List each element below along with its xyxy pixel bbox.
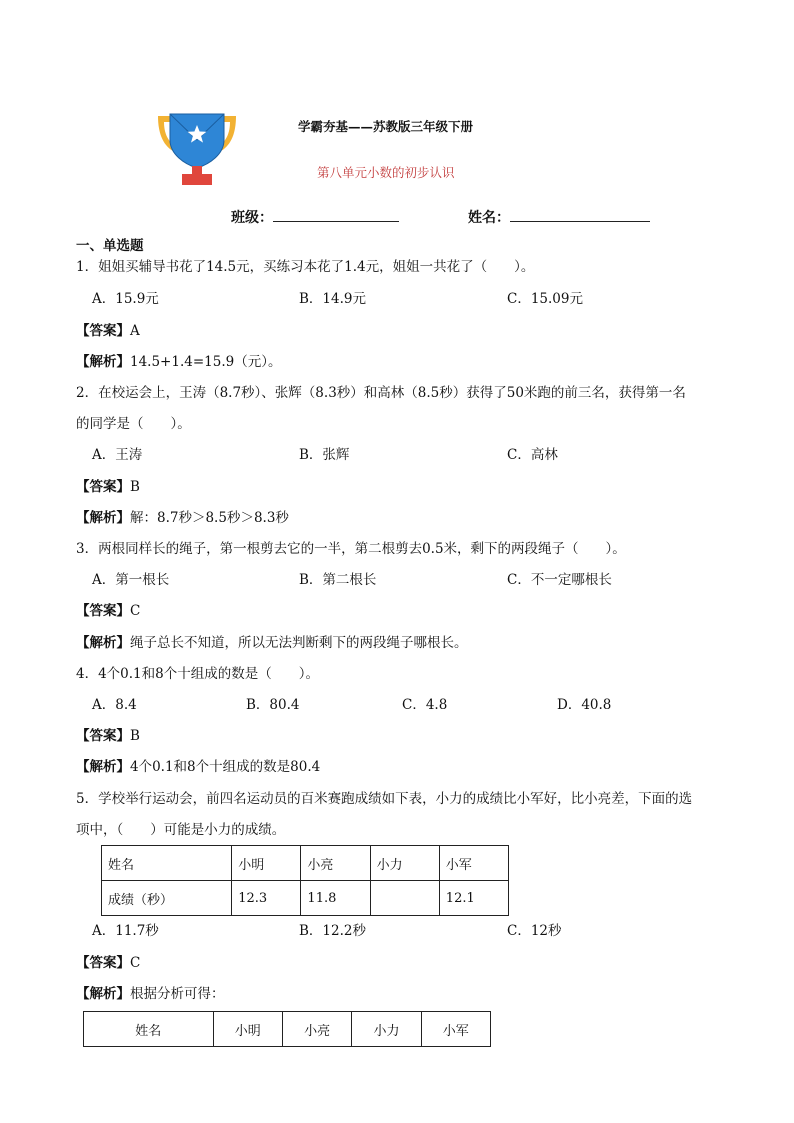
trophy-icon	[152, 110, 242, 188]
answer-value: A	[130, 323, 140, 339]
analysis-tag: 【解析】	[76, 986, 130, 1002]
analysis-text: 14.5+1.4=15.9（元）。	[130, 354, 282, 370]
question-2-option-a: A．王涛	[92, 447, 143, 463]
question-3-option-c: C．不一定哪根长	[507, 572, 612, 588]
table-cell: 小亮	[282, 1012, 351, 1047]
question-2-analysis	[76, 509, 289, 527]
question-5-option-b: B．12.2秒	[299, 923, 366, 939]
question-2-option-c: C．高林	[507, 447, 558, 463]
question-5-analysis	[76, 985, 225, 1003]
class-field	[231, 207, 399, 227]
question-1-option-a: A．15.9元	[92, 291, 159, 307]
name-field	[468, 207, 650, 227]
analysis-text: 绳子总长不知道，所以无法判断剩下的两段绳子哪根长。	[130, 635, 468, 651]
question-1-option-b: B．14.9元	[299, 291, 366, 307]
question-2-stem-line-1: 2．在校运会上，王涛（8.7秒）、张辉（8.3秒）和高林（8.5秒）获得了50米跑的前三名，获得第一名	[76, 385, 686, 401]
results-table	[101, 845, 509, 916]
question-2-stem-line-2: 的同学是（ ）。	[76, 416, 191, 432]
class-blank[interactable]	[273, 207, 399, 222]
answer-tag: 【答案】	[76, 603, 130, 619]
analysis-tag: 【解析】	[76, 510, 130, 526]
analysis-text: 根据分析可得：	[130, 986, 225, 1002]
table-cell: 11.8	[301, 881, 370, 916]
table-cell: 小力	[352, 1012, 421, 1047]
analysis-text: 4个0.1和8个十组成的数是80.4	[130, 759, 321, 775]
answer-tag: 【答案】	[76, 955, 130, 971]
question-4-option-a: A．8.4	[92, 697, 137, 713]
question-4-option-b: B．80.4	[246, 697, 300, 713]
page-title: 学霸夯基——苏教版三年级下册	[298, 119, 474, 134]
question-3-option-b: B．第二根长	[299, 572, 377, 588]
answer-value: C	[130, 603, 141, 619]
analysis-table	[83, 1011, 491, 1047]
question-1-answer	[76, 322, 140, 340]
answer-tag: 【答案】	[76, 323, 130, 339]
analysis-tag: 【解析】	[76, 759, 130, 775]
question-1-analysis	[76, 353, 281, 371]
table-cell: 成绩（秒）	[102, 881, 232, 916]
analysis-tag: 【解析】	[76, 354, 130, 370]
section-title: 一、单选题	[76, 238, 144, 254]
table-cell: 小军	[439, 846, 508, 881]
table-cell: 小力	[370, 846, 439, 881]
question-4-analysis	[76, 758, 320, 776]
answer-tag: 【答案】	[76, 728, 130, 744]
answer-tag: 【答案】	[76, 479, 130, 495]
table-cell: 姓名	[102, 846, 232, 881]
question-5-answer	[76, 954, 140, 972]
analysis-text: 解：8.7秒＞8.5秒＞8.3秒	[130, 510, 289, 526]
question-1-option-c: C．15.09元	[507, 291, 583, 307]
name-blank[interactable]	[510, 207, 650, 222]
question-1-stem: 1．姐姐买辅导书花了14.5元，买练习本花了1.4元，姐姐一共花了（ ）。	[76, 259, 535, 275]
question-4-answer	[76, 727, 140, 745]
question-3-option-a: A．第一根长	[92, 572, 170, 588]
question-4-option-c: C．4.8	[402, 697, 448, 713]
class-label: 班级：	[231, 210, 273, 226]
question-3-analysis	[76, 634, 468, 652]
answer-value: B	[130, 728, 140, 744]
question-3-answer	[76, 602, 140, 620]
question-5-stem-line-1: 5．学校举行运动会，前四名运动员的百米赛跑成绩如下表，小力的成绩比小军好，比小亮差，下面的选	[76, 791, 693, 807]
table-cell: 小明	[213, 1012, 282, 1047]
table-cell: 小明	[232, 846, 301, 881]
page-subtitle: 第八单元小数的初步认识	[317, 165, 455, 180]
table-cell: 姓名	[84, 1012, 214, 1047]
table-row	[84, 1012, 491, 1047]
name-label: 姓名：	[468, 210, 510, 226]
table-row	[102, 846, 509, 881]
question-5-option-c: C．12秒	[507, 923, 562, 939]
table-cell: 小军	[421, 1012, 490, 1047]
table-row	[102, 881, 509, 916]
question-5-stem-line-2: 项中，（ ）可能是小力的成绩。	[76, 822, 286, 838]
answer-value: C	[130, 955, 141, 971]
question-4-stem: 4．4个0.1和8个十组成的数是（ ）。	[76, 666, 319, 682]
table-cell: 小亮	[301, 846, 370, 881]
table-cell: 12.3	[232, 881, 301, 916]
question-2-answer	[76, 478, 140, 496]
question-3-stem: 3．两根同样长的绳子，第一根剪去它的一半，第二根剪去0.5米，剩下的两段绳子（ ）。	[76, 541, 626, 557]
table-cell	[370, 881, 439, 916]
analysis-tag: 【解析】	[76, 635, 130, 651]
answer-value: B	[130, 479, 140, 495]
table-cell: 12.1	[439, 881, 508, 916]
question-4-option-d: D．40.8	[557, 697, 612, 713]
question-5-option-a: A．11.7秒	[92, 923, 159, 939]
question-2-option-b: B．张辉	[299, 447, 350, 463]
